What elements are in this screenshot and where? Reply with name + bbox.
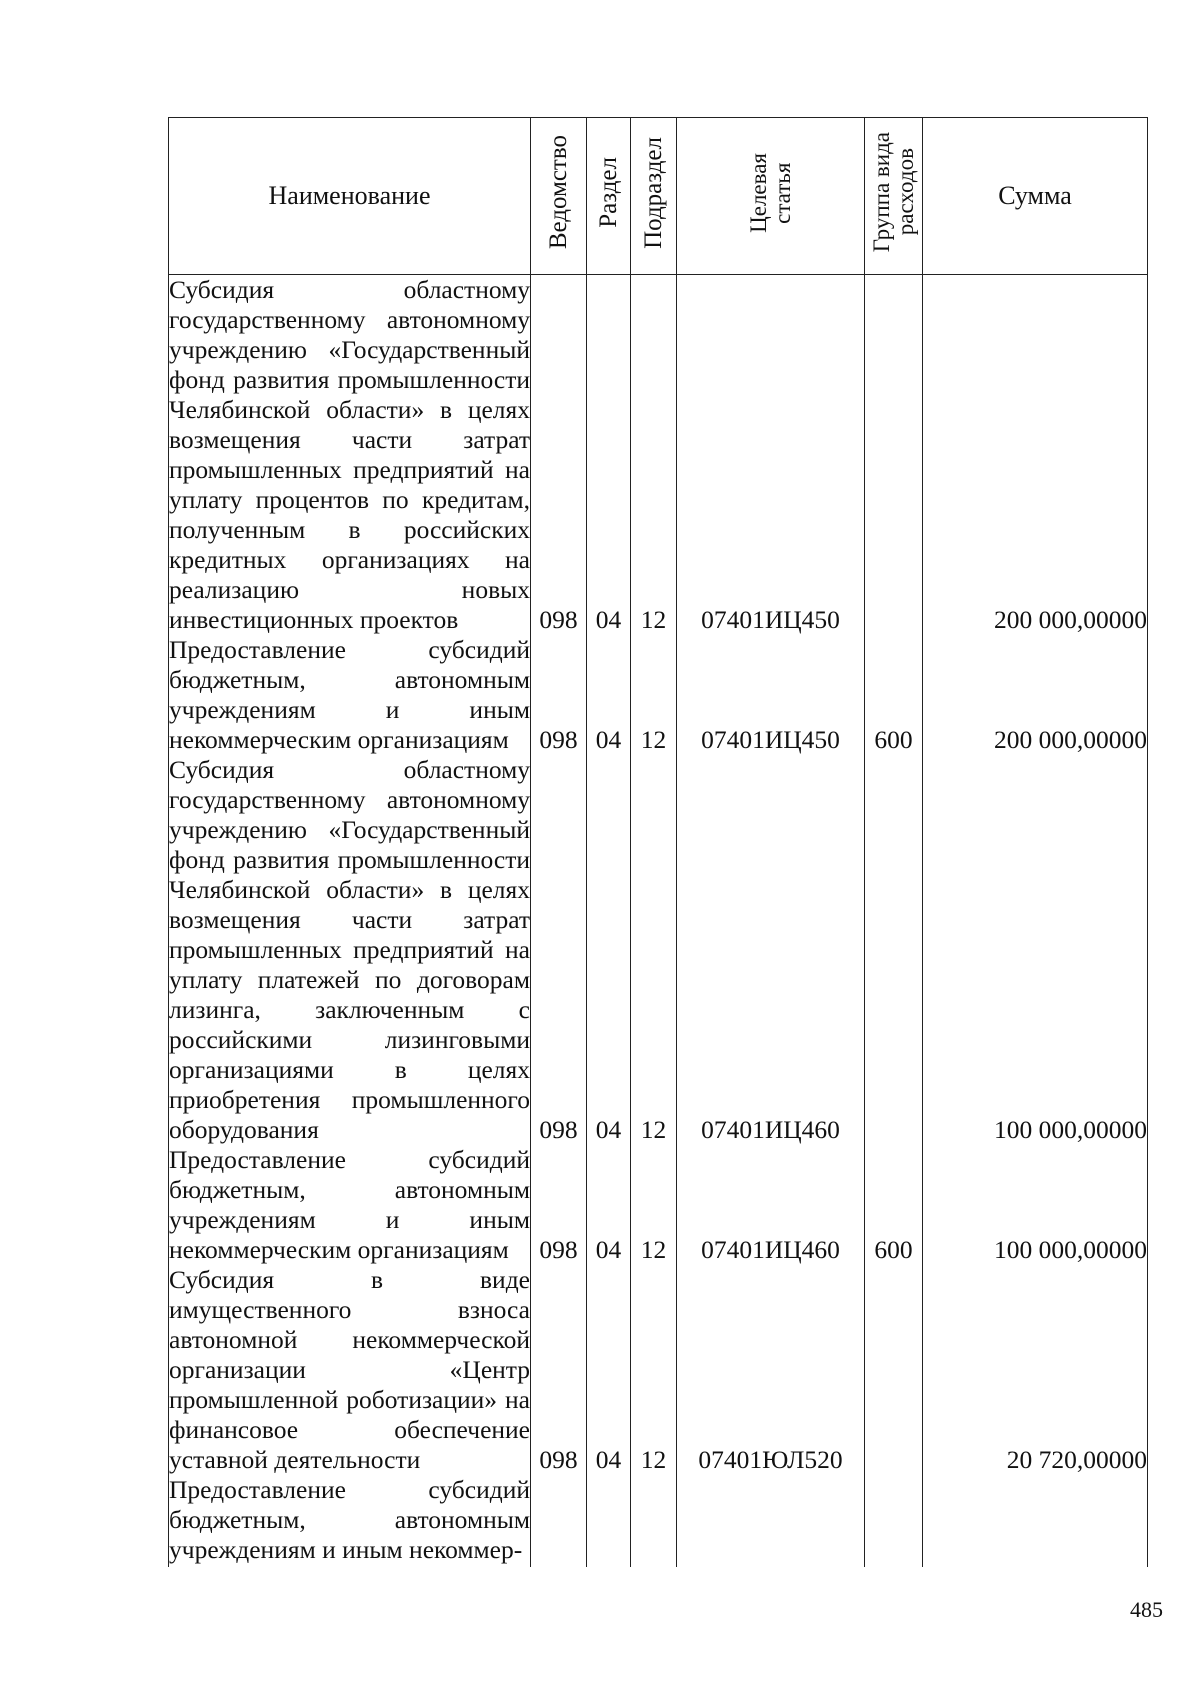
row-celevaya: 07401ИЦ450: [677, 275, 865, 636]
row-celevaya: [677, 1475, 865, 1567]
row-name: Субсидия областному государственному автономному учреждению «Государственный фонд развития промышленности Челябинской области» в целях возмещения части затрат промышленных предприятий на уплату процентов по кредитам, полученным в российских кредитных организациях на реализацию новых инвестиционных проектов: [169, 275, 530, 634]
row-name: Субсидия в виде имущественного взноса автономной некоммерческой организации «Центр промышленной роботизации» на финансовое обеспечение уставной деятельности: [169, 1265, 530, 1474]
row-razdel: 04: [587, 755, 631, 1145]
header-gruppa: Группа вида расходов: [865, 118, 923, 275]
row-razdel: 04: [587, 275, 631, 636]
row-summa: 200 000,00000: [923, 635, 1148, 755]
row-name: Предоставление субсидий бюджетным, автономным учреждениям и иным некоммерческим организациям: [169, 1145, 530, 1264]
row-vedomstvo: 098: [531, 1265, 587, 1475]
row-name: Предоставление субсидий бюджетным, автономным учреждениям и иным некоммер-: [169, 1475, 531, 1567]
row-razdel: 04: [587, 1145, 631, 1265]
row-gruppa: 600: [865, 635, 923, 755]
budget-table: [168, 117, 1148, 1567]
row-name: Предоставление субсидий бюджетным, автономным учреждениям и иным некоммерческим организациям: [169, 635, 530, 754]
row-podrazdel: 12: [631, 755, 677, 1145]
row-gruppa: [865, 275, 923, 636]
table-row: [169, 755, 1148, 1145]
row-vedomstvo: [531, 1475, 587, 1567]
row-celevaya: 07401ИЦ460: [677, 755, 865, 1145]
row-vedomstvo: 098: [531, 755, 587, 1145]
row-podrazdel: [631, 1475, 677, 1567]
row-summa: [923, 1475, 1148, 1567]
header-vedomstvo: Ведомство: [531, 118, 587, 275]
table-row: [169, 635, 1148, 755]
page-number: 485: [1130, 1597, 1163, 1622]
row-name: Субсидия областному государственному автономному учреждению «Государственный фонд развития промышленности Челябинской области» в целях возмещения части затрат промышленных предприятий на уплату платежей по договорам лизинга, заключенным с российскими лизинговыми организациями в целях приобретения промышленного оборудования: [169, 755, 530, 1144]
header-razdel: Раздел: [587, 118, 631, 275]
row-gruppa: [865, 1475, 923, 1567]
row-celevaya: 07401ИЦ460: [677, 1145, 865, 1265]
header-podrazdel: Подраздел: [631, 118, 677, 275]
row-vedomstvo: 098: [531, 635, 587, 755]
row-summa: 100 000,00000: [923, 1145, 1148, 1265]
row-celevaya: 07401ИЦ450: [677, 635, 865, 755]
row-summa: 200 000,00000: [923, 275, 1148, 636]
row-podrazdel: 12: [631, 1265, 677, 1475]
table-row: [169, 1265, 1148, 1475]
row-razdel: [587, 1475, 631, 1567]
row-razdel: 04: [587, 1265, 631, 1475]
row-podrazdel: 12: [631, 1145, 677, 1265]
header-celevaya: Целевая статья: [677, 118, 865, 275]
row-razdel: 04: [587, 635, 631, 755]
row-podrazdel: 12: [631, 275, 677, 636]
row-celevaya: 07401ЮЛ520: [677, 1265, 865, 1475]
row-vedomstvo: 098: [531, 1145, 587, 1265]
row-podrazdel: 12: [631, 635, 677, 755]
row-summa: 20 720,00000: [923, 1265, 1148, 1475]
row-summa: 100 000,00000: [923, 755, 1148, 1145]
table-row: [169, 275, 1148, 636]
row-vedomstvo: 098: [531, 275, 587, 636]
row-gruppa: [865, 1265, 923, 1475]
header-name: Наименование: [169, 118, 531, 275]
row-gruppa: 600: [865, 1145, 923, 1265]
table-row: [169, 1475, 1148, 1567]
header-summa: Сумма: [923, 118, 1148, 275]
table-row: [169, 1145, 1148, 1265]
table-header-row: [169, 118, 1148, 275]
row-gruppa: [865, 755, 923, 1145]
